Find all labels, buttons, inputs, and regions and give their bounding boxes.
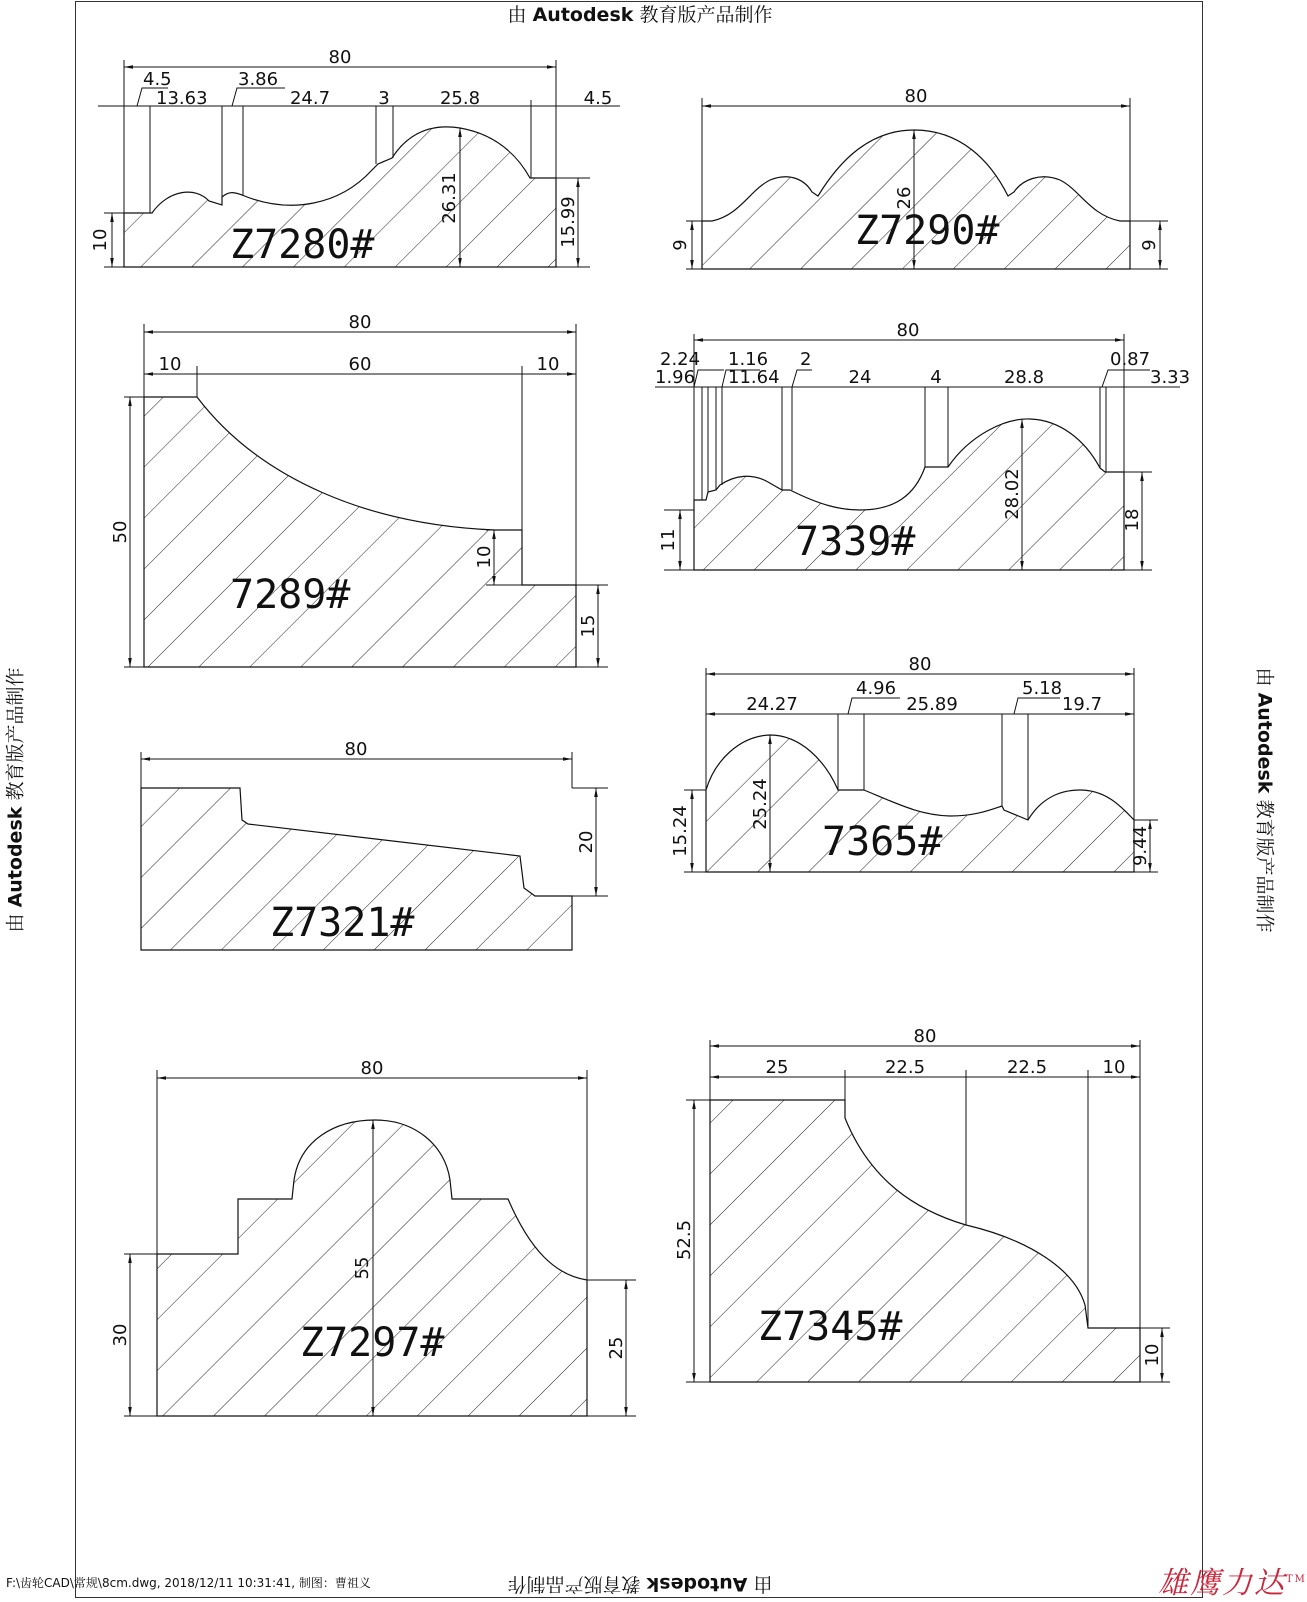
dim-text: 10 [1142, 1343, 1163, 1367]
profile-label: 7289# [230, 572, 351, 618]
profile-z7321 [141, 739, 608, 950]
profile-z7290 [670, 86, 1168, 269]
dim-text: 28.8 [1003, 367, 1045, 388]
dim-text: 9 [1139, 239, 1160, 251]
dim-text: 2 [800, 349, 812, 370]
dim-text: 2.24 [660, 349, 701, 370]
dim-text: 50 [110, 520, 131, 544]
dim-text: 11.64 [728, 367, 780, 388]
dim-text: 22.5 [884, 1057, 926, 1078]
profile-label: 7365# [822, 819, 943, 865]
dim-text: 55 [352, 1256, 373, 1280]
dim-text: 10 [474, 545, 495, 569]
dim-text: 9.44 [1130, 825, 1151, 867]
dim-text: 5.18 [1022, 678, 1063, 699]
profile-7289-section [144, 397, 576, 667]
dim-text: 10 [536, 354, 560, 375]
profile-z7345 [674, 1026, 1170, 1382]
dim-text: 9 [670, 239, 691, 251]
dim-text: 25.24 [750, 778, 771, 830]
dim-text: 4 [930, 367, 942, 388]
dim-text: 80 [328, 47, 352, 68]
dim-text: 4.5 [583, 88, 613, 109]
profile-label: 7339# [795, 519, 916, 565]
dim-text: 15.24 [670, 805, 691, 857]
dim-text: 28.02 [1002, 468, 1023, 520]
dim-text: 80 [360, 1058, 384, 1079]
dim-text: 0.87 [1110, 349, 1151, 370]
profile-label: Z7280# [230, 222, 375, 268]
profile-7339 [655, 320, 1190, 570]
dim-text: 10 [90, 228, 111, 252]
dim-text: 25 [606, 1336, 627, 1360]
dim-text: 25.89 [906, 694, 958, 715]
dim-text: 80 [913, 1026, 937, 1047]
dim-text: 19.7 [1061, 694, 1103, 715]
dim-text: 52.5 [674, 1219, 695, 1261]
dim-text: 60 [348, 354, 372, 375]
profile-label: Z7290# [855, 208, 1000, 254]
dim-text: 25.8 [439, 88, 481, 109]
watermark-bottom: 由 Autodesk 教育版产品制作 [507, 1573, 773, 1595]
profile-label: Z7297# [300, 1320, 445, 1366]
dim-text: 80 [904, 86, 928, 107]
dim-text: 24.7 [289, 88, 331, 109]
profile-label: Z7345# [758, 1304, 903, 1350]
dim-text: 3 [378, 88, 390, 109]
dim-text: 22.5 [1006, 1057, 1048, 1078]
dim-text: 80 [348, 312, 372, 333]
dim-text: 20 [576, 830, 597, 854]
dim-text: 10 [158, 354, 182, 375]
dim-text: 13.63 [156, 88, 208, 109]
dim-text: 15.99 [558, 196, 579, 248]
brand-logo: 雄鹰力达™ [1158, 1566, 1307, 1601]
dim-text: 11 [658, 528, 679, 552]
dim-text: 3.33 [1150, 367, 1191, 388]
profile-z7280 [90, 47, 620, 268]
dim-text: 10 [1102, 1057, 1126, 1078]
dim-text: 80 [908, 654, 932, 675]
dim-text: 80 [344, 739, 368, 760]
file-info: F:\齿轮CAD\常规\8cm.dwg, 2018/12/11 10:31:41, 制图：曹祖义 [6, 1576, 371, 1590]
watermark-top: 由 Autodesk 教育版产品制作 [507, 4, 773, 26]
dim-text: 24.27 [746, 694, 798, 715]
profile-7289 [110, 312, 608, 667]
dim-text: 4.5 [143, 69, 172, 90]
dim-text: 3.86 [238, 69, 279, 90]
dim-text: 15 [578, 614, 599, 638]
dim-text: 25 [765, 1057, 789, 1078]
profile-z7297 [110, 1058, 636, 1416]
dim-text: 26.31 [439, 172, 460, 224]
dim-text: 18 [1122, 508, 1143, 532]
profile-7365 [670, 654, 1158, 872]
dim-text: 1.16 [728, 349, 769, 370]
dim-text: 80 [896, 320, 920, 341]
dim-text: 4.96 [856, 678, 897, 699]
dim-text: 24 [848, 367, 872, 388]
dim-text: 26 [894, 186, 915, 210]
watermark-left: 由 Autodesk 教育版产品制作 [4, 667, 27, 933]
dim-text: 1.96 [655, 367, 696, 388]
profile-label: Z7321# [270, 900, 415, 946]
dim-text: 30 [110, 1323, 131, 1347]
watermark-right: 由 Autodesk 教育版产品制作 [1253, 667, 1276, 933]
